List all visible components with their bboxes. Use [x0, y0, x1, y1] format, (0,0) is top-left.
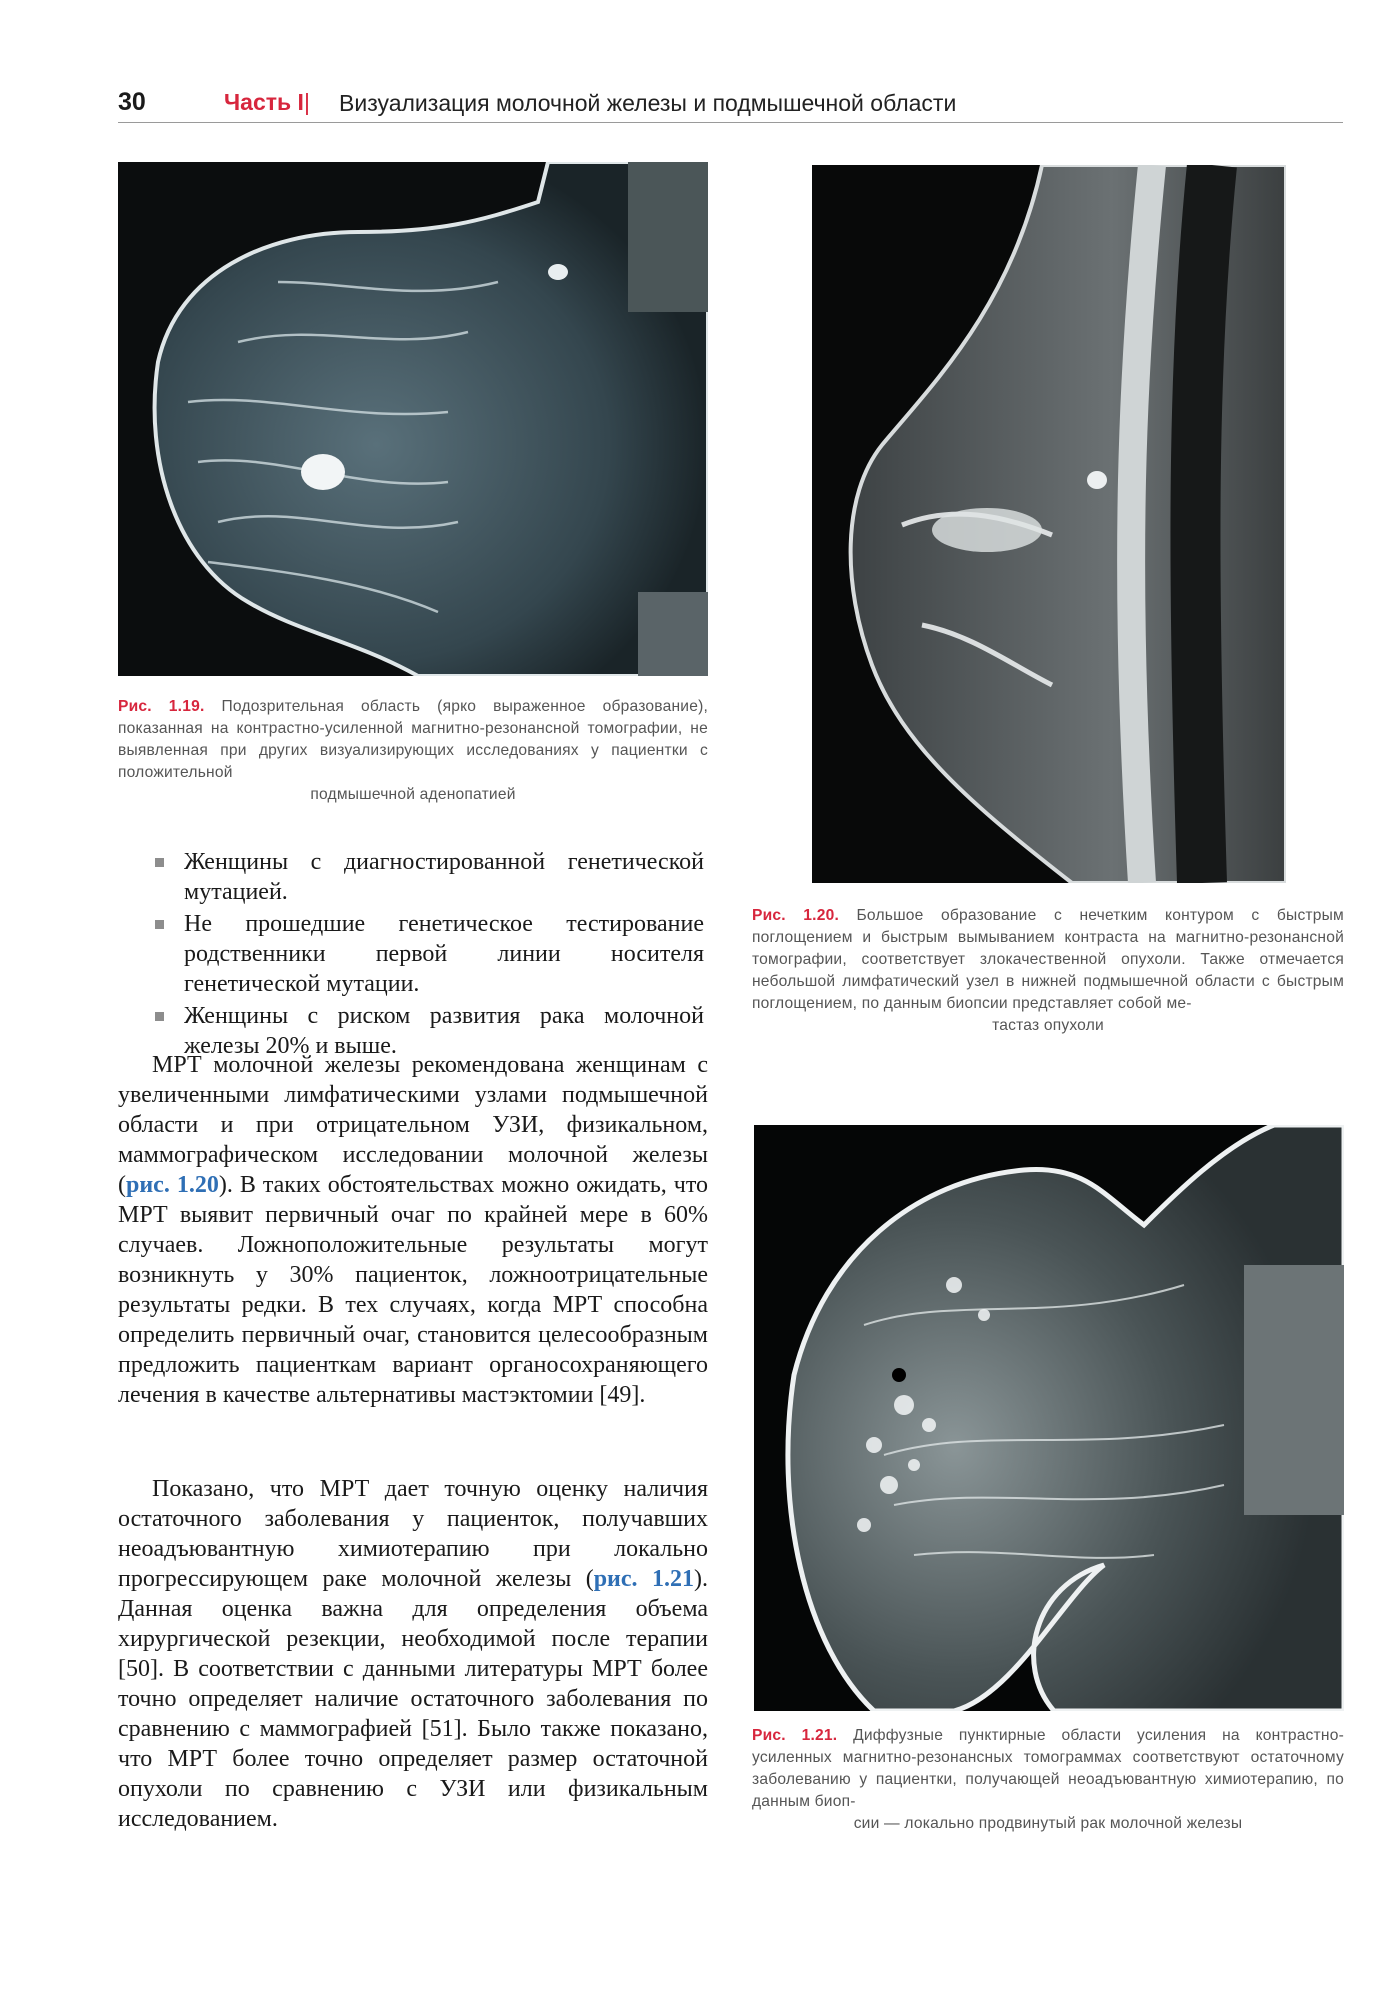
figure-1-21-mri-image	[754, 1125, 1344, 1711]
figure-1-20-mri-image	[812, 165, 1286, 883]
figure-1-21-label: Рис. 1.21.	[752, 1727, 838, 1744]
header-title: Визуализация молочной железы и подмышечной области	[339, 90, 957, 116]
figure-1-19-caption	[118, 696, 708, 806]
figure-1-19-caption-text: Подозрительная область (ярко выраженное образование), показанная на контрастно-усиленной магнитно-резонансной томографии, не выявленная при других визуализирующих исследованиях у пациентки с положительной	[118, 698, 708, 781]
figure-1-20-label: Рис. 1.20.	[752, 907, 839, 924]
paragraph-text: ). В таких обстоятельствах можно ожидать, что МРТ выявит первичный очаг по крайней мере в 60% случаев. Ложноположительные результаты могут возникнуть у 30% пациенток, ложноотрицательные результаты редки. В тех случаях, когда МРТ способна определить первичный очаг, становится целесообразным предложить пациенткам вариант органосохраняющего лечения в качестве альтернативы мастэктомии [49].	[118, 1172, 709, 1408]
paragraph-text: Показано, что МРТ дает точную оценку наличия остаточного заболевания у пациенток, получавших неоадъювантную химиотерапию при локально прогрессирующем раке молочной железы (	[118, 1476, 708, 1592]
risk-groups-list	[152, 847, 704, 1063]
header-separator: |	[304, 89, 310, 115]
figure-1-20-caption-text: Большое образование с нечетким контуром с быстрым поглощением и быстрым вымыванием контраста на магнитно-резонансной томографии, соответствует злокачественной опухоли. Также отмечается небольшой лимфатический узел в нижней подмышечной области с быстрым поглощением, по данным биопсии представляет собой ме-	[752, 907, 1344, 1012]
figure-1-19-caption-last: подмышечной аденопатией	[310, 786, 516, 803]
figure-1-20-caption-last: тастаз опухоли	[992, 1017, 1104, 1034]
figure-reference-link[interactable]: рис. 1.21	[593, 1566, 695, 1592]
figure-1-21-caption	[752, 1725, 1344, 1835]
list-item: Женщины с риском развития рака молочной железы 20% и выше.	[152, 1001, 704, 1061]
body-paragraph	[118, 1474, 708, 1834]
figure-1-21-caption-text: Диффузные пунктирные области усиления на контрастно-усиленных магнитно-резонансных томограммах соответствуют остаточному заболеванию у пациентки, получающей неоадъювантную химиотерапию, по данным биоп-	[752, 1727, 1344, 1810]
paragraph-text: ). Данная оценка важна для определения объема хирургической резекции, необходимой после терапии [50]. В соответствии с данными литературы МРТ более точно определяет наличие остаточного заболевания по сравнению с маммографией [51]. Было также показано, что МРТ более точно определяет размер остаточной опухоли по сравнению с УЗИ или физикальным исследованием.	[118, 1566, 709, 1832]
part-label: Часть I	[224, 89, 304, 115]
paragraph-text: МРТ молочной железы рекомендована женщинам с увеличенными лимфатическими узлами подмышечной области и при отрицательном УЗИ, физикальном, маммографическом исследовании молочной железы (	[118, 1052, 708, 1198]
list-item: Женщины с диагностированной генетической мутацией.	[152, 847, 704, 907]
figure-1-19-mri-image	[118, 162, 708, 676]
list-item: Не прошедшие генетическое тестирование родственники первой линии носителя генетической мутации.	[152, 909, 704, 999]
figure-reference-link[interactable]: рис. 1.20	[126, 1172, 219, 1198]
figure-1-19-label: Рис. 1.19.	[118, 698, 205, 715]
figure-1-20-caption	[752, 905, 1344, 1037]
figure-1-21-caption-last: сии — локально продвинутый рак молочной железы	[853, 1815, 1243, 1832]
body-paragraph	[118, 1050, 708, 1410]
running-header	[118, 86, 1343, 123]
page-number: 30	[118, 88, 146, 116]
